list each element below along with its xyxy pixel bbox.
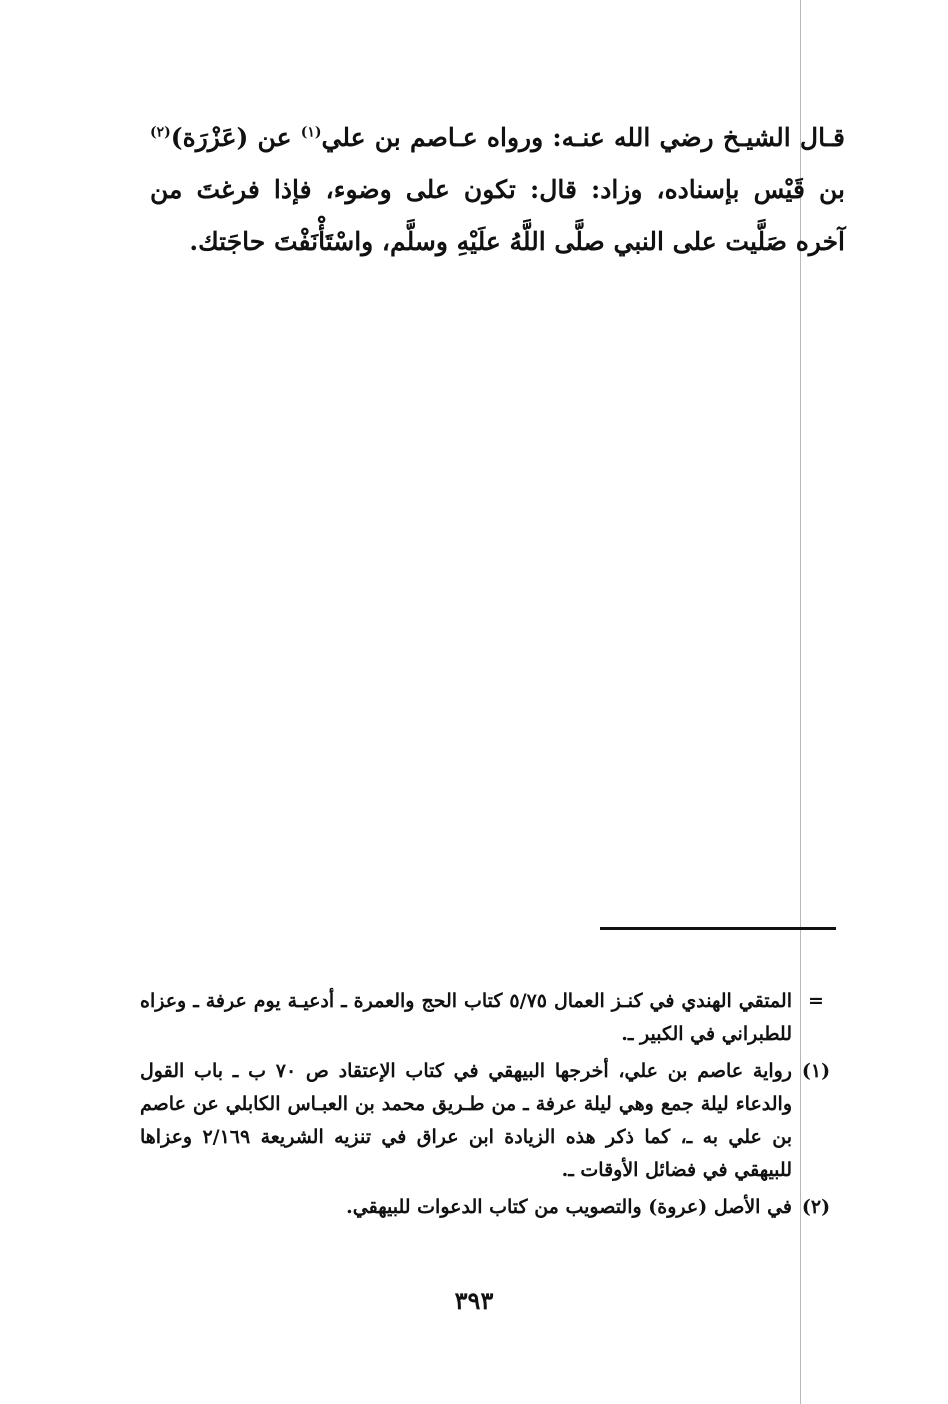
footnote-2 <box>140 1191 840 1224</box>
footnote-ref-1: (١) <box>300 124 322 141</box>
footnotes <box>140 985 840 1228</box>
footnote-continued <box>140 985 840 1051</box>
footnote-marker: (٢) <box>801 1196 831 1218</box>
footnote-ref-2: (٢) <box>150 124 171 141</box>
main-text-part-1: قـال الشيـخ رضي الله عنـه: ورواه عـاصم بن علي <box>321 123 845 152</box>
footnote-marker: = <box>808 990 824 1012</box>
footnote-text: المتقي الهندي في كنـز العمال ٥/٧٥ كتاب الحج والعمرة ـ أدعيـة يوم عرفة ـ وعزاه للطبراني في الكبير ـ. <box>140 990 792 1045</box>
footnote-text: رواية عاصم بن علي، أخرجها البيهقي في كتاب الإعتقاد ص ٧٠ ب ـ باب القول والدعاء ليلة جمع وهي ليلة عرفة ـ من طـريق محمد بن العبـاس الكابلي عن عاصم بن علي به ـ، كما ذكر هذه الزيادة ابن عراق في تنزيه الشريعة ٢/١٦٩ وعزاها للبيهقي في فضائل الأوقات ـ. <box>140 1060 793 1181</box>
main-text-part-2: عن (عَزْرَة) <box>170 123 301 152</box>
footnote-1 <box>140 1055 840 1187</box>
footnote-marker: (١) <box>801 1060 831 1082</box>
main-paragraph <box>150 112 845 268</box>
main-text-part-3: بن قَيْس بإسناده، وزاد: قال: تكون على وضوء، فإذا فرغتَ من آخره صَلَّيت على النبي صلَّى اللَّهُ علَيْهِ وسلَّم، واسْتَأْنَفْتَ حاجَتك. <box>150 175 845 256</box>
page-number: ٣٩٣ <box>454 1286 494 1315</box>
footnote-text: في الأصل (عروة) والتصويب من كتاب الدعوات للبيهقي. <box>346 1196 792 1218</box>
footnote-divider <box>600 927 836 930</box>
